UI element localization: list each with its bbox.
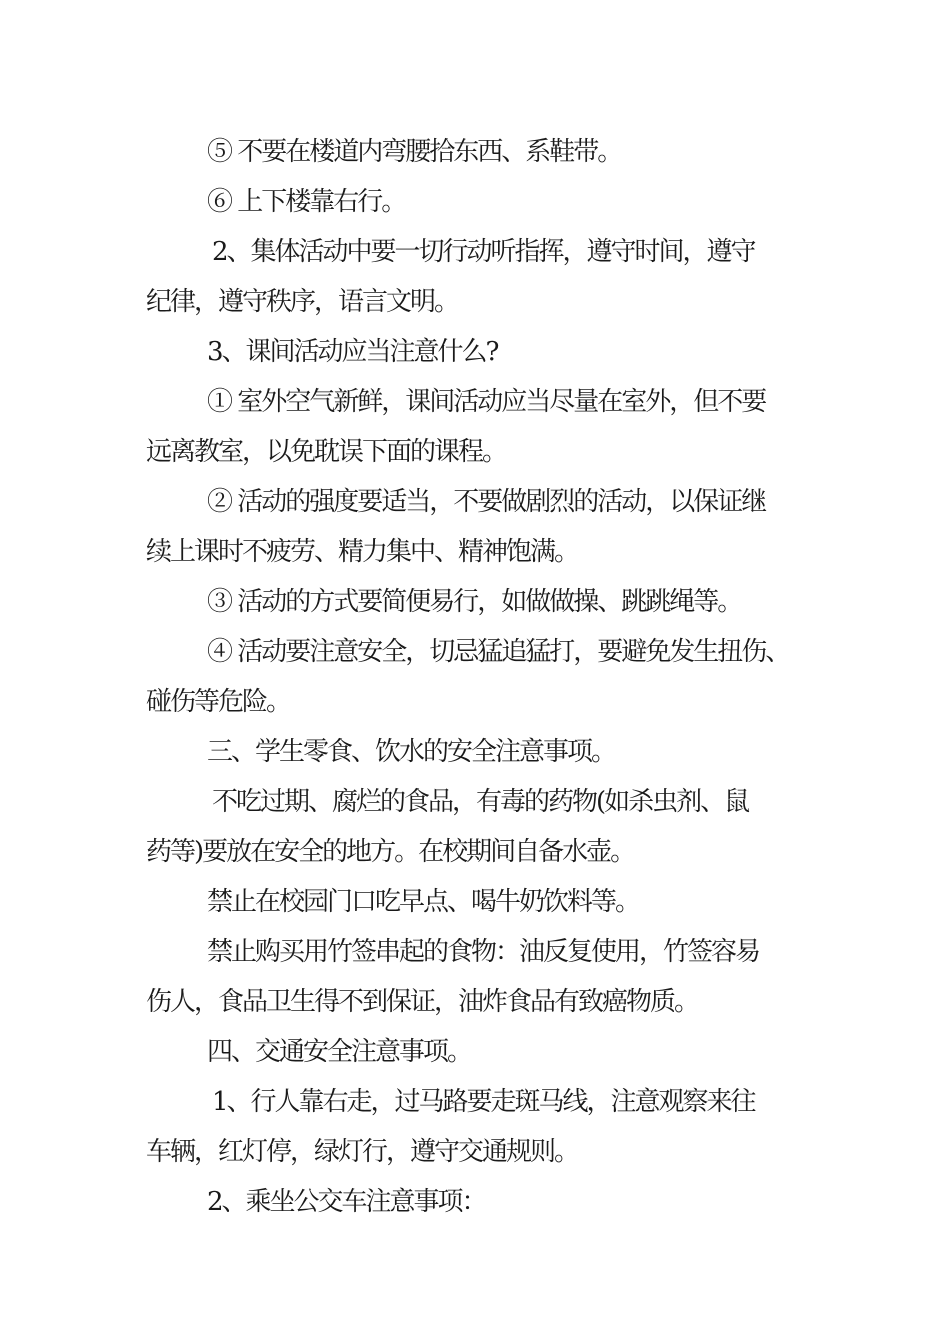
- text-line-2: ⑥ 上下楼靠右行。: [207, 187, 406, 217]
- text-line-13: 三、学生零食、饮水的安全注意事项。: [207, 737, 616, 767]
- text-line-14: 不吃过期、腐烂的食品，有毒的药物(如杀虫剂、鼠: [212, 787, 749, 817]
- text-line-20: 1、行人靠右走，过马路要走斑马线，注意观察来往: [212, 1087, 755, 1117]
- text-line-11: ④ 活动要注意安全，切忌猛追猛打，要避免发生扭伤、: [207, 637, 790, 667]
- text-line-3: 2、集体活动中要一切行动听指挥，遵守时间，遵守: [212, 237, 755, 267]
- text-line-9: 续上课时不疲劳、精力集中、精神饱满。: [146, 537, 579, 567]
- text-line-22: 2、乘坐公交车注意事项：: [207, 1187, 486, 1217]
- text-line-8: ② 活动的强度要适当，不要做剧烈的活动，以保证继: [207, 487, 766, 517]
- text-line-4: 纪律，遵守秩序，语言文明。: [146, 287, 459, 317]
- text-line-5: 3、课间活动应当注意什么?: [207, 337, 498, 367]
- text-line-16: 禁止在校园门口吃早点、喝牛奶饮料等。: [207, 887, 640, 917]
- text-line-10: ③ 活动的方式要简便易行，如做做操、跳跳绳等。: [207, 587, 742, 617]
- text-line-21: 车辆，红灯停，绿灯行，遵守交通规则。: [146, 1137, 579, 1167]
- text-line-18: 伤人，食品卫生得不到保证，油炸食品有致癌物质。: [146, 987, 699, 1017]
- text-line-12: 碰伤等危险。: [146, 687, 291, 717]
- text-line-6: ① 室外空气新鲜，课间活动应当尽量在室外，但不要: [207, 387, 766, 417]
- text-line-15: 药等)要放在安全的地方。在校期间自备水壶。: [146, 837, 635, 867]
- text-line-17: 禁止购买用竹签串起的食物：油反复使用，竹签容易: [207, 937, 760, 967]
- text-line-1: ⑤ 不要在楼道内弯腰拾东西、系鞋带。: [207, 137, 622, 167]
- text-line-7: 远离教室，以免耽误下面的课程。: [146, 437, 507, 467]
- text-line-19: 四、交通安全注意事项。: [207, 1037, 472, 1067]
